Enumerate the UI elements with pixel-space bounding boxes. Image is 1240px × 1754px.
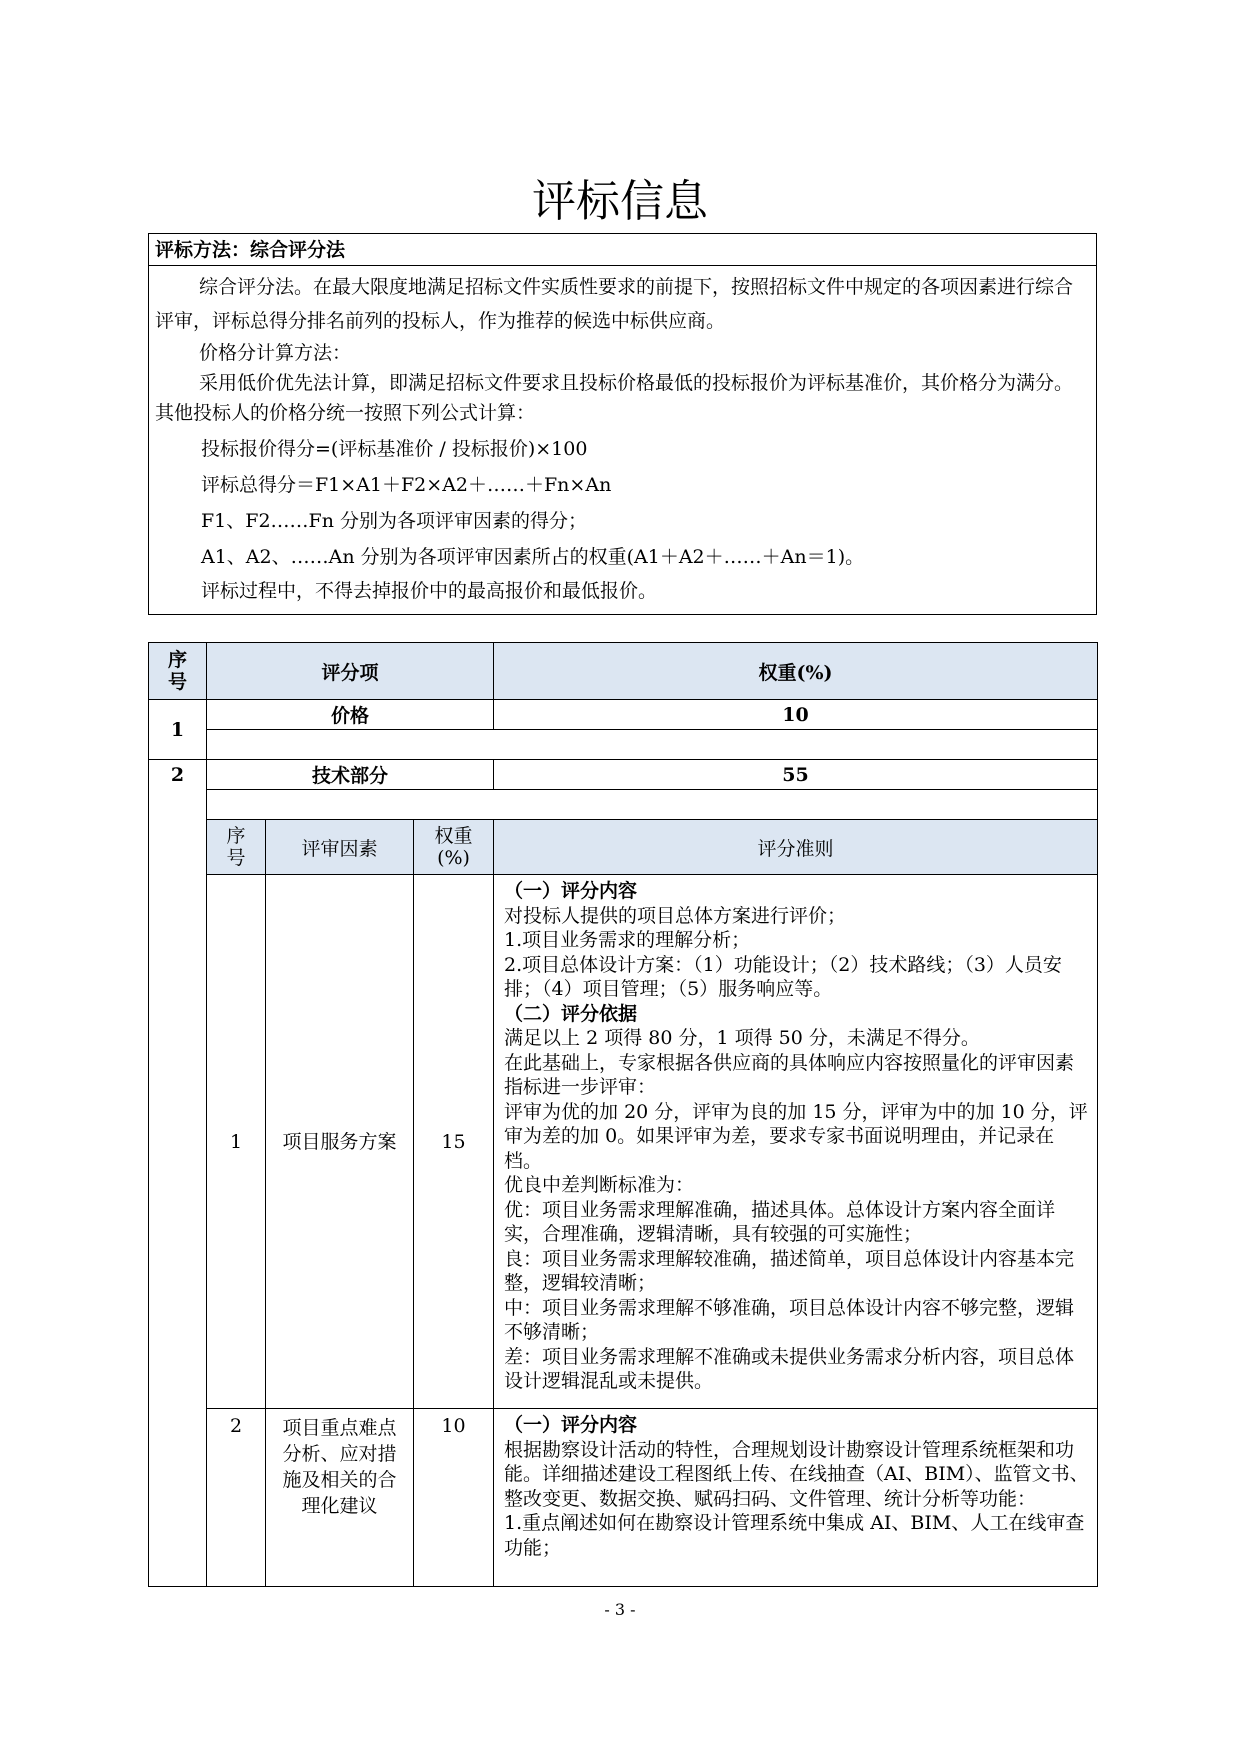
method-paragraph: 综合评分法。在最大限度地满足招标文件实质性要求的前提下，按照招标文件中规定的各项因素进行综合评审，评标总得分排名前列的投标人，作为推荐的候选中标供应商。 bbox=[155, 276, 1074, 332]
formula-line: F1、F2……Fn 分别为各项评审因素的得分； bbox=[201, 510, 588, 532]
row-item: 技术部分 bbox=[207, 760, 494, 790]
subtable-row bbox=[149, 875, 1098, 1409]
table-row-spacer bbox=[149, 730, 1098, 760]
formula-line: A1、A2、……An 分别为各项评审因素所占的权重(A1＋A2＋……＋An＝1)。 bbox=[201, 546, 865, 568]
empty-cell bbox=[207, 730, 1098, 760]
row-weight: 10 bbox=[494, 700, 1098, 730]
criteria-line: 差：项目业务需求理解不准确或未提供业务需求分析内容，项目总体设计逻辑混乱或未提供。 bbox=[504, 1345, 1075, 1392]
criteria-line: 评审为优的加 20 分，评审为良的加 15 分，评审为中的加 10 分，评审为差的加 0。如果评审为差，要求专家书面说明理由，并记录在档。 bbox=[504, 1100, 1088, 1172]
criteria-line: 1.重点阐述如何在勘察设计管理系统中集成 AI、BIM、人工在线审查功能； bbox=[504, 1512, 1085, 1559]
sub-row-weight: 10 bbox=[414, 1409, 494, 1587]
empty-cell bbox=[207, 790, 1098, 820]
table-row bbox=[149, 760, 1098, 790]
criteria-line: （二）评分依据 bbox=[504, 1002, 638, 1025]
criteria-line: 优良中差判断标准为： bbox=[504, 1174, 695, 1196]
method-paragraph: 评标过程中，不得去掉报价中的最高报价和最低报价。 bbox=[201, 580, 658, 602]
formula-line: 投标报价得分=(评标基准价 / 投标报价)×100 bbox=[201, 438, 588, 460]
criteria-line: 2.项目总体设计方案：（1）功能设计；（2）技术路线；（3）人员安排；（4）项目管理；（5）服务响应等。 bbox=[504, 953, 1062, 1000]
criteria-line: 中：项目业务需求理解不够准确，项目总体设计内容不够完整，逻辑不够清晰； bbox=[504, 1296, 1075, 1343]
criteria-line: 在此基础上，专家根据各供应商的具体响应内容按照量化的评审因素指标进一步评审： bbox=[504, 1051, 1075, 1098]
criteria-line: 优：项目业务需求理解准确，描述具体。总体设计方案内容全面详实，合理准确，逻辑清晰，具有较强的可实施性； bbox=[504, 1198, 1056, 1245]
sub-row-no: 2 bbox=[207, 1409, 266, 1587]
row-no: 1 bbox=[149, 700, 207, 760]
header-item: 评分项 bbox=[207, 643, 494, 700]
sub-row-factor: 项目服务方案 bbox=[266, 875, 414, 1409]
criteria-line: 根据勘察设计活动的特性，合理规划设计勘察设计管理系统框架和功能。详细描述建设工程图纸上传、在线抽查（AI、BIM）、监管文书、整改变更、数据交换、赋码扫码、文件管理、统计分析等功能： bbox=[504, 1438, 1089, 1510]
subtable-header-row bbox=[149, 820, 1098, 875]
method-paragraph: 价格分计算方法： bbox=[199, 342, 352, 364]
header-no: 序号 bbox=[149, 643, 207, 700]
sub-row-criteria bbox=[494, 875, 1098, 1409]
sub-row-weight: 15 bbox=[414, 875, 494, 1409]
criteria-line: 对投标人提供的项目总体方案进行评价； bbox=[504, 904, 847, 927]
scoring-table bbox=[148, 642, 1098, 1587]
table-row-spacer bbox=[149, 790, 1098, 820]
table-row bbox=[149, 700, 1098, 730]
row-no: 2 bbox=[149, 760, 207, 1587]
row-weight: 55 bbox=[494, 760, 1098, 790]
header-weight: 权重(%) bbox=[494, 643, 1098, 700]
criteria-line: 满足以上 2 项得 80 分，1 项得 50 分，未满足不得分。 bbox=[504, 1027, 980, 1049]
page-title: 评标信息 bbox=[532, 176, 708, 227]
criteria-line: （一）评分内容 bbox=[504, 880, 638, 902]
sub-row-no: 1 bbox=[207, 875, 266, 1409]
method-body bbox=[155, 270, 1090, 608]
sub-row-factor: 项目重点难点分析、应对措施及相关的合理化建议 bbox=[266, 1409, 414, 1587]
method-paragraph: 采用低价优先法计算，即满足招标文件要求且投标价格最低的投标报价为评标基准价，其价格分为满分。其他投标人的价格分统一按照下列公式计算： bbox=[155, 372, 1074, 424]
formula-line: 评标总得分＝F1×A1＋F2×A2＋……＋Fn×An bbox=[201, 474, 612, 496]
criteria-line: 1.项目业务需求的理解分析； bbox=[504, 929, 751, 951]
evaluation-method-box bbox=[148, 233, 1097, 615]
subheader-factor: 评审因素 bbox=[266, 820, 414, 875]
subheader-criteria: 评分准则 bbox=[494, 820, 1098, 875]
subtable-row bbox=[149, 1409, 1098, 1587]
subheader-weight: 权重(%) bbox=[414, 820, 494, 875]
method-heading: 评标方法：综合评分法 bbox=[149, 234, 1096, 266]
table-header-row bbox=[149, 643, 1098, 700]
sub-row-criteria bbox=[494, 1409, 1098, 1587]
page-number: - 3 - bbox=[604, 1600, 636, 1619]
criteria-line: （一）评分内容 bbox=[504, 1414, 638, 1436]
subheader-no: 序号 bbox=[207, 820, 266, 875]
criteria-line: 良：项目业务需求理解较准确，描述简单，项目总体设计内容基本完整，逻辑较清晰； bbox=[504, 1247, 1075, 1294]
row-item: 价格 bbox=[207, 700, 494, 730]
